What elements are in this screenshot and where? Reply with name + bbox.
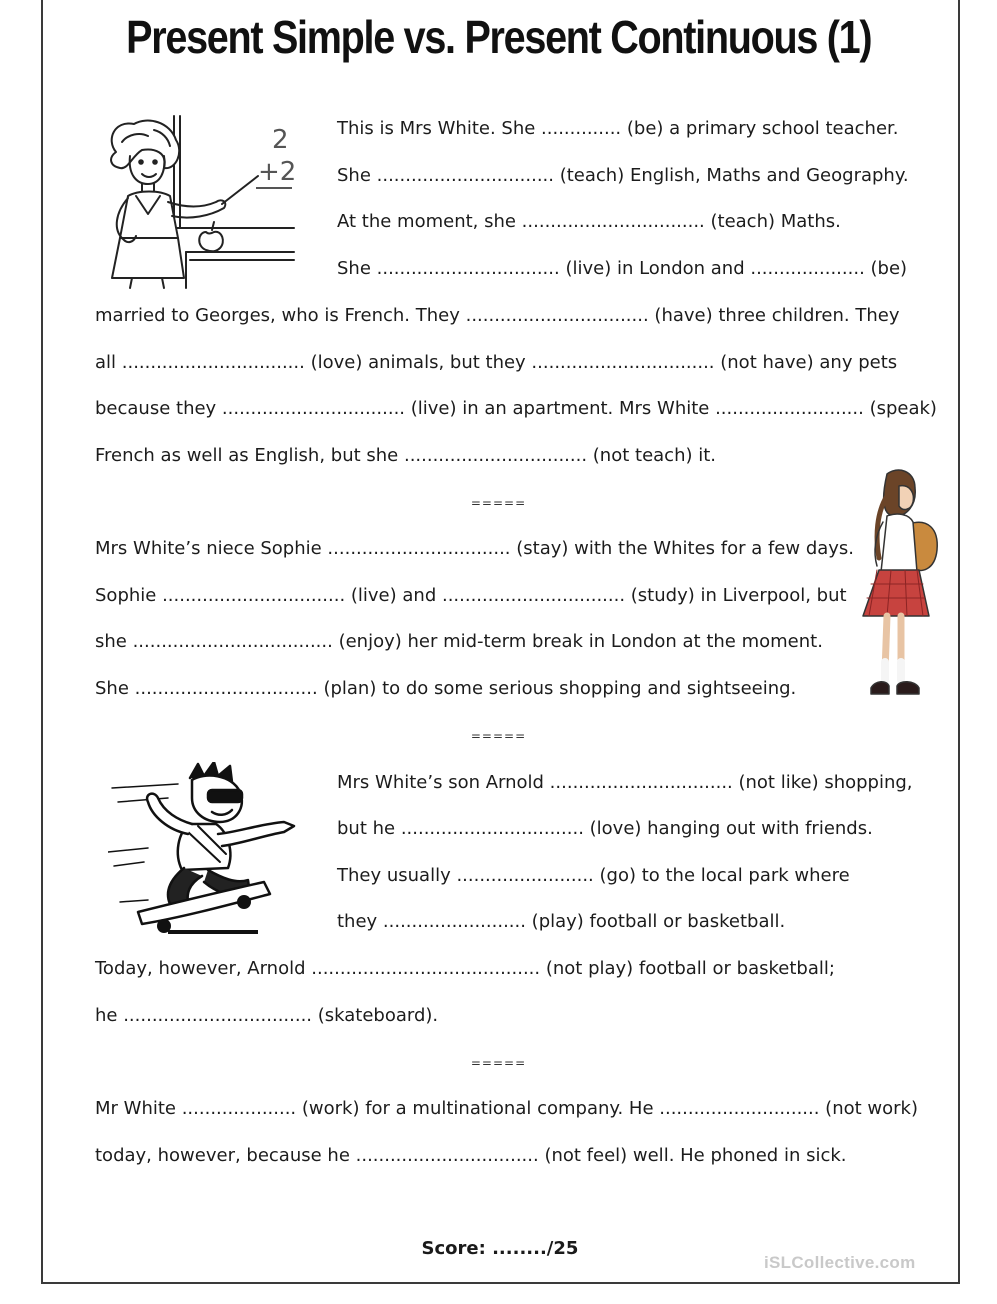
text-line: Today, however, Arnold ........................................ (not play) football or basketball;: [95, 958, 835, 979]
score-line: Score: ......../25: [421, 1238, 579, 1259]
text-line: This is Mrs White. She .............. (be) a primary school teacher.: [337, 118, 899, 139]
text-line: She ................................ (live) in London and .................... (be): [337, 258, 908, 279]
girl-illustration: [857, 466, 943, 710]
text-line: She ............................... (teach) English, Maths and Geography.: [337, 165, 909, 186]
text-line: Sophie ................................ (live) and ................................ (study) in Liverpool, but: [95, 585, 847, 606]
text-line: he ................................. (skateboard).: [95, 1005, 439, 1026]
skateboarder-illustration: [108, 762, 298, 934]
separator: =====: [470, 1056, 527, 1070]
worksheet-title: Present Simple vs. Present Continuous (1): [126, 11, 872, 63]
text-line: because they ................................ (live) in an apartment. Mrs White .......................... (speak): [95, 398, 937, 419]
text-line: today, however, because he ................................ (not feel) well. He phoned in sick.: [95, 1145, 847, 1166]
text-line: They usually ........................ (go) to the local park where: [337, 865, 850, 886]
separator: =====: [470, 729, 527, 743]
text-line: Mrs White’s son Arnold ................................ (not like) shopping,: [337, 772, 913, 793]
separator: =====: [470, 496, 527, 510]
text-line: Mr White .................... (work) for a multinational company. He ............................ (not work): [95, 1098, 918, 1119]
text-line: she ................................... (enjoy) her mid-term break in London at the moment.: [95, 631, 823, 652]
text-line: French as well as English, but she ................................ (not teach) it.: [95, 445, 716, 466]
text-line: all ................................ (love) animals, but they ................................ (not have) any pets: [95, 352, 898, 373]
watermark: iSLCollective.com: [764, 1253, 916, 1272]
board-number-bottom: +2: [258, 157, 297, 187]
text-line: At the moment, she ................................ (teach) Maths.: [337, 211, 841, 232]
text-line: Mrs White’s niece Sophie ................................ (stay) with the Whites for a few days.: [95, 538, 855, 559]
text-line: they ......................... (play) football or basketball.: [337, 911, 786, 932]
text-line: married to Georges, who is French. They ................................ (have) three children. They: [95, 305, 900, 326]
teacher-illustration: [98, 112, 298, 290]
board-number-top: 2: [272, 125, 289, 155]
text-line: She ................................ (plan) to do some serious shopping and sightseeing.: [95, 678, 797, 699]
text-line: but he ................................ (love) hanging out with friends.: [337, 818, 873, 839]
